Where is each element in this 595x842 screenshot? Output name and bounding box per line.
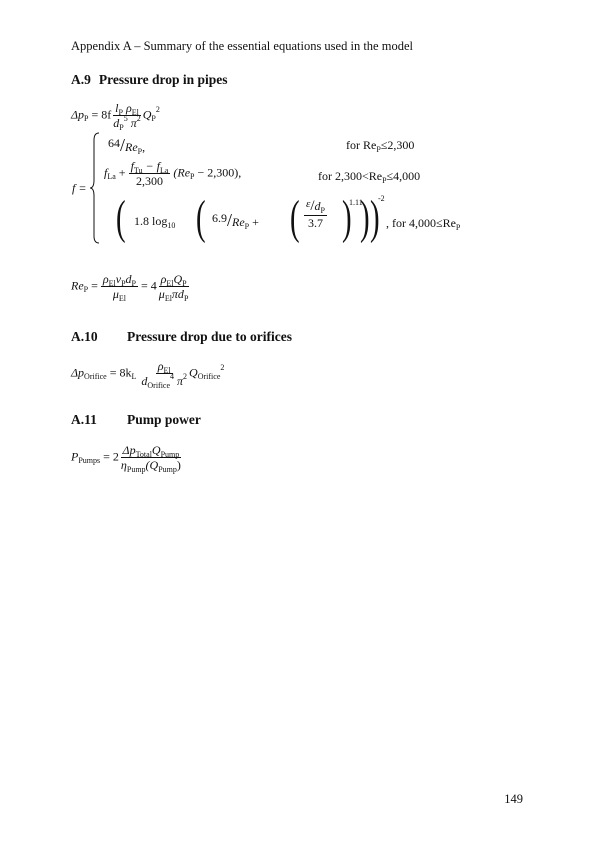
eq-coef: = 8k <box>109 365 132 380</box>
eq-symbol: Re <box>232 215 245 229</box>
eq-coef: = 2 <box>103 449 119 464</box>
eq-symbol: l <box>115 101 119 115</box>
friction-cond-2 <box>318 169 421 185</box>
eq-symbol: Q <box>151 443 161 457</box>
eq-sub: El <box>118 294 127 303</box>
eq-sub: P <box>84 114 89 124</box>
eq-symbol: f <box>104 165 108 180</box>
eq-symbol: πd <box>171 287 184 301</box>
friction-case-2 <box>104 160 241 187</box>
eq-sub: P <box>182 279 187 288</box>
eq-fraction <box>111 101 142 132</box>
eq-fraction <box>129 160 171 187</box>
section-heading-a11 <box>71 412 201 428</box>
eq-sub: P <box>83 285 89 295</box>
eq-symbol: μ <box>158 287 165 301</box>
eq-sub: P <box>376 145 381 154</box>
eq-sub: P <box>118 108 123 117</box>
eq-sub: La <box>107 172 116 182</box>
eq-sub: P <box>151 114 156 124</box>
eq-sub: Pump <box>126 465 146 474</box>
eq-symbol: d <box>125 272 132 286</box>
eq-sub: P <box>455 223 461 232</box>
eq-symbol: Q <box>189 365 198 380</box>
eq-sup: 2 <box>183 372 188 381</box>
equation-orifice <box>71 359 225 390</box>
eq-num: 6.9 <box>212 211 227 225</box>
eq-fraction <box>119 443 183 474</box>
section-number: A.9 <box>71 72 91 87</box>
eq-sup: 2 <box>155 105 160 115</box>
eq-symbol: ρ <box>157 359 164 373</box>
eq-symbol: Re <box>125 140 138 154</box>
eq-sub: Orifice <box>197 372 221 382</box>
section-heading-a9 <box>71 72 228 88</box>
paren-open-icon: ( <box>290 191 300 244</box>
eq-symbol: π <box>130 116 137 130</box>
equation-pipe-pressure-drop <box>71 101 160 132</box>
eq-sub: Orifice <box>84 372 107 382</box>
eq-symbol: v <box>115 272 122 286</box>
eq-symbol: μ <box>112 287 119 301</box>
eq-cond: ≤2,300 <box>380 138 415 152</box>
eq-op: + <box>118 165 126 180</box>
eq-sub: P <box>121 279 126 288</box>
eq-op: = <box>91 278 98 293</box>
eq-cond: ≤4,000 <box>386 169 421 183</box>
eq-sub: El <box>166 279 174 288</box>
section-heading-a10 <box>71 329 292 345</box>
eq-symbol: ρ <box>160 272 167 286</box>
eq-sub: El <box>164 294 172 303</box>
eq-sub: Pumps <box>78 456 101 466</box>
eq-symbol: d <box>314 199 321 213</box>
eq-sub: Orifice <box>147 381 171 390</box>
eq-symbol: Q <box>142 107 152 122</box>
eq-symbol: Δp <box>122 443 136 457</box>
eq-sub: Total <box>135 450 152 459</box>
running-header: Appendix A – Summary of the essential equations used in the model <box>71 39 413 53</box>
eq-text: ) <box>176 458 181 472</box>
eq-symbol: − f <box>142 159 160 173</box>
eq-sup: -2 <box>378 194 385 203</box>
section-title: Pressure drop in pipes <box>98 72 228 87</box>
eq-op: + <box>252 215 259 229</box>
eq-sub: P <box>137 147 143 156</box>
eq-symbol: ρ <box>125 101 132 115</box>
eq-symbol: π <box>177 374 184 388</box>
page-number: 149 <box>504 792 523 806</box>
friction-cond-3 <box>386 216 461 232</box>
eq-sub: P <box>183 294 189 303</box>
eq-num: 64 <box>108 136 120 150</box>
eq-sub: 10 <box>167 221 176 230</box>
paren-close-icon: ) <box>342 191 352 244</box>
eq-symbol: d <box>141 374 148 388</box>
eq-sub: P <box>320 206 325 215</box>
eq-sub: El <box>131 108 139 117</box>
eq-symbol: P <box>71 449 79 464</box>
eq-fraction <box>101 272 138 303</box>
eq-sub: P <box>131 279 136 288</box>
paren-close-icon: ) <box>370 191 380 244</box>
friction-eps-frac <box>304 199 327 229</box>
friction-case-1: $64/Re_P$, <box>108 135 146 156</box>
eq-sub: El <box>108 279 116 288</box>
eq-sup: 5 <box>123 114 128 123</box>
eq-symbol: ρ <box>102 272 109 286</box>
eq-den: 3.7 <box>307 216 323 230</box>
section-number: A.11 <box>71 412 97 427</box>
section-title: Pump power <box>127 412 201 427</box>
eq-sup: 2 <box>220 363 225 373</box>
eq-sub: P <box>190 172 195 182</box>
eq-symbol: Re <box>71 278 84 293</box>
eq-cond: for Re <box>346 138 377 152</box>
eq-coef: 1.8 log <box>134 214 168 228</box>
friction-lhs: f = <box>72 181 87 195</box>
section-number: A.10 <box>71 329 98 344</box>
eq-op: = 4 <box>141 278 157 293</box>
brace-icon <box>90 132 100 244</box>
eq-fraction <box>157 272 191 303</box>
eq-sub: El <box>163 366 171 375</box>
eq-sub: Tu <box>133 166 143 175</box>
eq-symbol: Δp <box>71 365 85 380</box>
eq-symbol: (Re <box>173 165 191 180</box>
eq-symbol: η <box>120 458 127 472</box>
eq-symbol: d <box>113 116 120 130</box>
paren-open-icon: ( <box>116 191 126 244</box>
eq-symbol: ε <box>306 198 311 210</box>
eq-sub: Pump <box>158 465 177 474</box>
eq-symbol: (Q <box>145 458 159 472</box>
friction-case-3-term: $6.9/Re_P$ + <box>212 210 259 231</box>
friction-cond-1 <box>346 138 415 154</box>
eq-symbol: f <box>130 159 134 173</box>
paren-close-icon: ) <box>360 191 370 244</box>
eq-sub: P <box>382 176 387 185</box>
eq-den: 2,300 <box>135 174 163 188</box>
eq-cond: , for 4,000≤Re <box>386 216 456 230</box>
equation-reynolds <box>71 272 190 303</box>
eq-sub: La <box>159 166 169 175</box>
eq-fraction: $\frac{\varepsilon/d_P}{3.7}$ <box>306 198 325 230</box>
eq-sup: 4 <box>170 372 175 381</box>
eq-text: − 2,300), <box>194 165 242 180</box>
paren-open-icon: ( <box>196 191 206 244</box>
eq-sup: 1.11 <box>349 198 363 207</box>
friction-case-3 <box>134 214 176 230</box>
eq-sub: Pump <box>160 450 180 459</box>
eq-sub: P <box>244 222 250 231</box>
eq-cond: for 2,300<Re <box>318 169 383 183</box>
eq-symbol: Q <box>173 272 183 286</box>
eq-symbol: Δp <box>71 107 85 122</box>
eq-sub: P <box>119 123 124 132</box>
eq-coef: = 8f <box>91 107 112 122</box>
eq-sub: L <box>131 372 137 382</box>
section-title: Pressure drop due to orifices <box>127 329 292 344</box>
eq-fraction <box>139 359 189 390</box>
eq-sup: 2 <box>136 114 141 123</box>
equation-pump-power <box>71 443 183 474</box>
